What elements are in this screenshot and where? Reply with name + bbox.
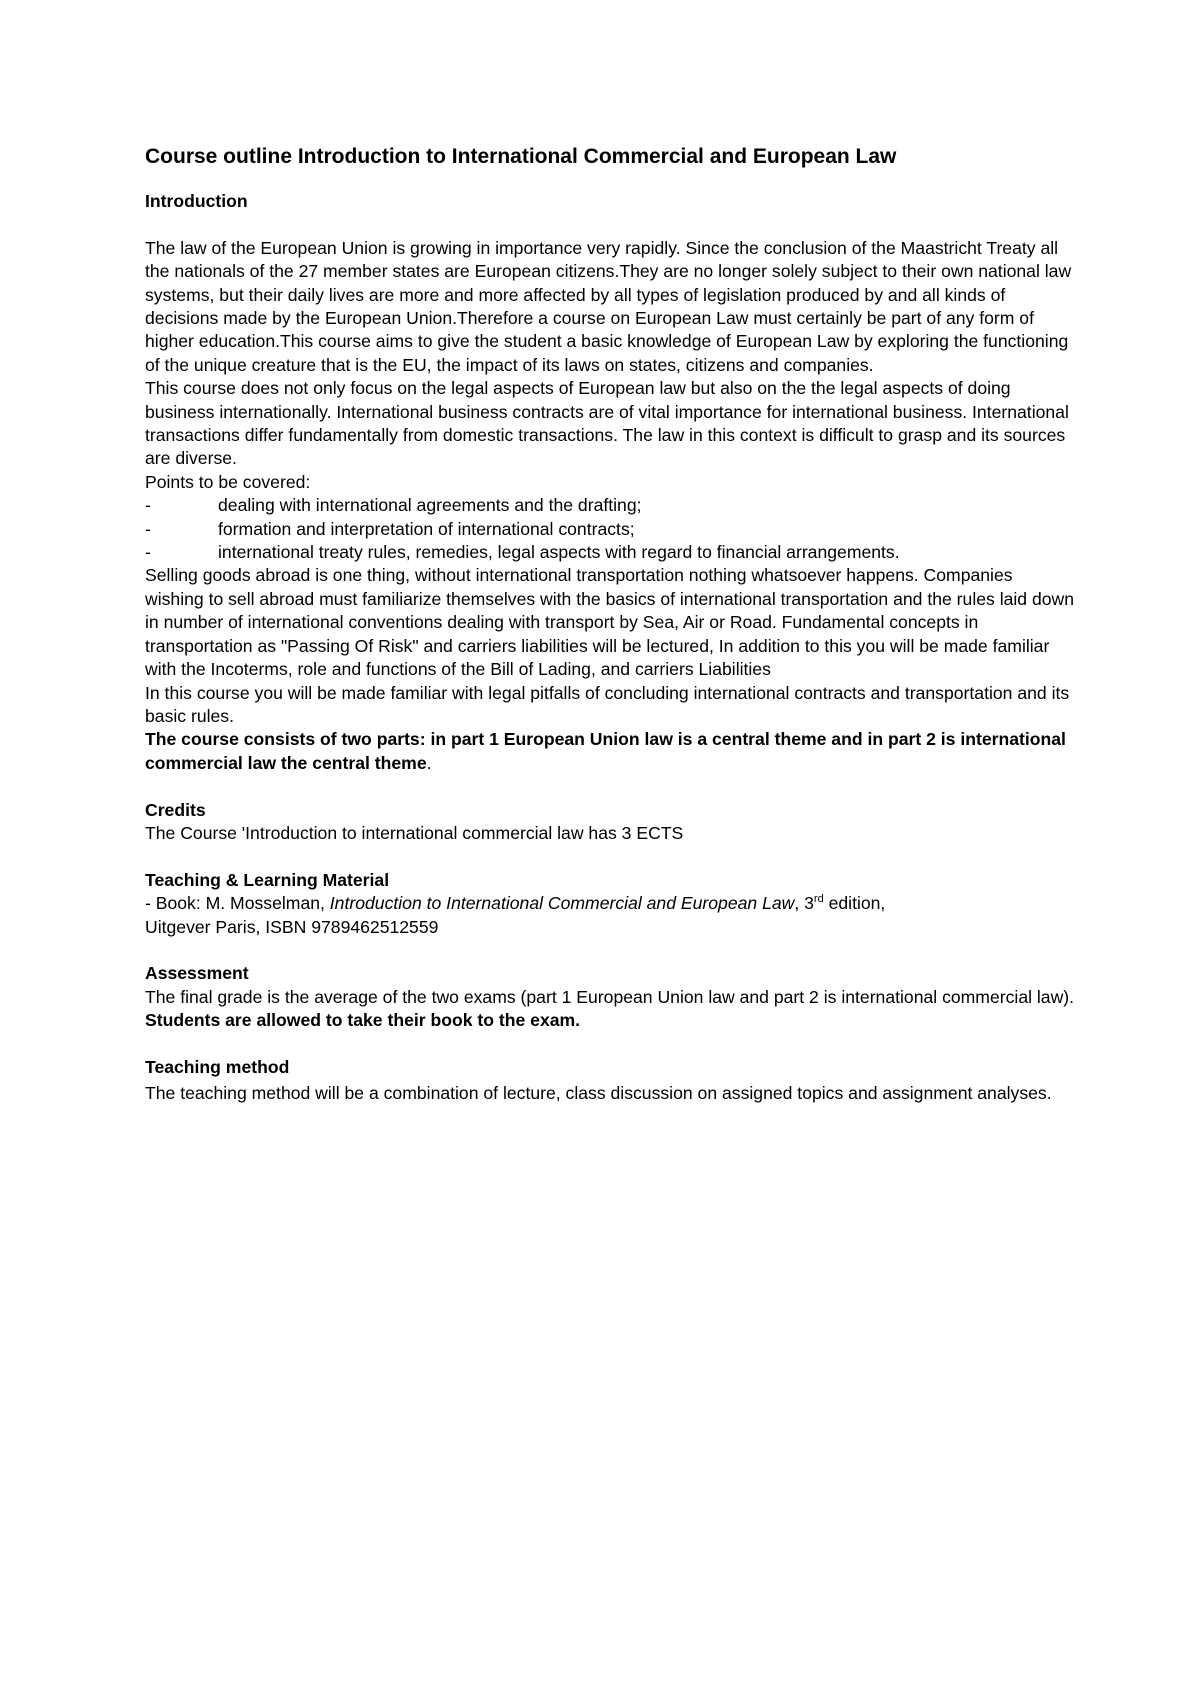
assessment-bold-note: Students are allowed to take their book to the exam. [145,1010,581,1031]
book-prefix: - Book: M. Mosselman, [145,893,330,914]
edition-superscript: rd [813,893,824,906]
introduction-paragraph-3: Selling goods abroad is one thing, without international transportation nothing whatsoever happens. Companies wishing to sell abroad must familiarize themselves with the basics of international transportation and the rules laid down in number of international conventions dealing with transport by Sea, Air or Road. Fundamental concepts in transportation as "Passing Of Risk" and carriers liabilities will be lectured, In addition to this you will be made familiar with the Incoterms, role and functions of the Bill of Lading, and carriers Liabilities [145,565,1075,680]
list-item [145,518,1075,541]
material-heading: Teaching & Learning Material [145,869,390,890]
introduction-paragraph-4: In this course you will be made familiar with legal pitfalls of concluding international contracts and transportation and its basic rules. [145,682,1070,726]
edition-before: , 3 [794,893,814,914]
bullet-text: formation and interpretation of international contracts; [218,518,635,539]
bullet-dash: - [145,495,151,516]
teaching-method-section [145,1056,1075,1106]
bullet-text: international treaty rules, remedies, legal aspects with regard to financial arrangements. [218,542,900,563]
material-section [145,869,1075,939]
course-parts-bold-text: The course consists of two parts: in part 1 European Union law is a central theme and in part 2 is international commercial law the central theme [145,729,1066,773]
introduction-section [145,190,1075,775]
points-label: Points to be covered: [145,471,311,492]
book-title: Introduction to International Commercial and European Law [329,893,795,914]
introduction-paragraph-2: This course does not only focus on the legal aspects of European law but also on the the legal aspects of doing business internationally. International business contracts are of vital importance for international business. International transactions differ fundamentally from domestic transactions. The law in this context is difficult to grasp and its sources are diverse. [145,378,1069,469]
assessment-section [145,962,1075,1032]
spacer [145,213,1075,236]
document-page [145,143,1075,1106]
teaching-method-heading: Teaching method [145,1056,290,1077]
document-title: Course outline Introduction to International Commercial and European Law [145,145,897,168]
spacer [145,775,1075,798]
credits-heading: Credits [145,799,206,820]
assessment-heading: Assessment [145,963,249,984]
course-parts-statement [145,728,1075,775]
assessment-text: The final grade is the average of the two exams (part 1 European Union law and part 2 is international commercial law). [145,986,1075,1007]
spacer [145,939,1075,962]
credits-section [145,799,1075,846]
course-parts-period: . [426,752,432,773]
spacer [145,1033,1075,1056]
publisher-line: Uitgever Paris, ISBN 9789462512559 [145,916,439,937]
bullet-dash: - [145,518,151,539]
credits-text: The Course 'Introduction to international commercial law has 3 ECTS [145,822,684,843]
material-book-line [145,892,1075,915]
bullet-text: dealing with international agreements and the drafting; [218,495,642,516]
introduction-heading: Introduction [145,191,248,211]
bullet-dash: - [145,542,151,563]
list-item [145,541,1075,564]
teaching-method-text: The teaching method will be a combination of lecture, class discussion on assigned topics and assignment analyses. [145,1083,1052,1104]
edition-after: edition, [823,893,886,914]
introduction-paragraph-1: The law of the European Union is growing in importance very rapidly. Since the conclusion of the Maastricht Treaty all the nationals of the 27 member states are European citizens.They are no longer solely subject to their own national law systems, but their daily lives are more and more affected by all types of legislation produced by and all kinds of decisions made by the European Union.Therefore a course on European Law must certainly be part of any form of higher education.This course aims to give the student a basic knowledge of European Law by exploring the functioning of the unique creature that is the EU, the impact of its laws on states, citizens and companies. [145,237,1072,375]
spacer [145,845,1075,868]
list-item [145,494,1075,517]
